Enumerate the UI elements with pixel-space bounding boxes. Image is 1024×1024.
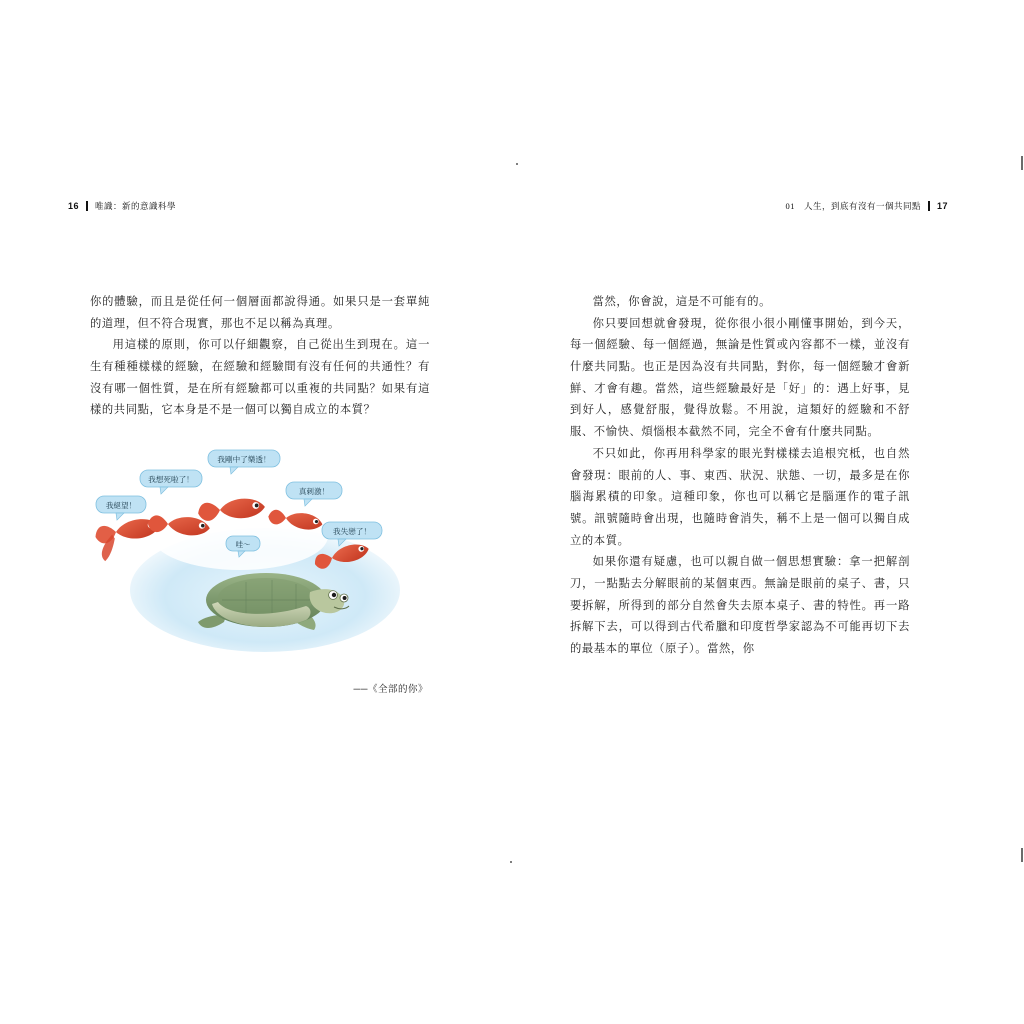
paragraph: 如果你還有疑慮，也可以親自做一個思想實驗：拿一把解剖刀，一點點去分解眼前的某個東西。無論是眼前的桌子、書，只要拆解，所得到的部分自然會失去原本桌子、書的特性。再一路拆解下去，可以得到古代希臘和印度哲學家認為不可能再切下去的最基本的單位（原子）。當然，你 <box>570 556 910 655</box>
right-body-column <box>570 292 910 661</box>
svg-text:哇～: 哇～ <box>235 540 251 550</box>
left-running-head <box>68 200 468 222</box>
left-running-head-title: 唯識：新的意識科學 <box>95 201 177 211</box>
paragraph: 你的體驗，而且是從任何一個層面都說得通。如果只是一套單純的道理，但不符合現實，那也不足以稱為真理。 <box>90 296 430 330</box>
running-head-divider <box>86 201 88 211</box>
paragraph: 當然，你會說，這是不可能有的。 <box>592 296 772 308</box>
illustration-caption: ──《全部的你》 <box>353 685 428 696</box>
right-running-head-title: 01 人生，到底有沒有一個共同點 <box>785 201 921 211</box>
paragraph: 你只要回想就會發現，從你很小很小剛懂事開始，到今天，每一個經驗、每一個經過，無論是性質或內容都不一樣，並沒有什麼共同點。也正是因為沒有共同點，對你，每一個經驗才會新鮮、才會有趣。當然，這些經驗最好是「好」的：遇上好事，見到好人，感覺舒服，覺得放鬆。不用說，這類好的經驗和不舒服、不愉快、煩惱根本截然不同，完全不會有什麼共同點。 <box>570 317 910 439</box>
speech-bubble <box>140 470 202 494</box>
goldfish-and-turtle-illustration <box>90 440 430 670</box>
speech-bubble <box>96 496 146 520</box>
left-body-column <box>90 292 430 695</box>
left-page <box>68 200 468 820</box>
paragraph: 不只如此，你再用科學家的眼光對樣樣去追根究柢，也自然會發現：眼前的人、事、東西、狀況、狀態、一切，最多是在你腦海累積的印象。這種印象，你也可以稱它是腦運作的電子訊號。訊號隨時會出現，也隨時會消失，稱不上是一個可以獨自成立的本質。 <box>570 447 910 547</box>
speech-bubble <box>286 482 342 506</box>
right-running-head <box>548 200 948 222</box>
paragraph: 用這樣的原則，你可以仔細觀察，自己從出生到現在。這一生有種種樣樣的經驗，在經驗和經驗間有沒有任何的共通性？有沒有哪一個性質，是在所有經驗都可以重複的共同點？如果有這樣的共同點，它本身是不是一個可以獨自成立的本質？ <box>90 339 430 417</box>
svg-text:我絕望！: 我絕望！ <box>105 501 137 511</box>
running-head-divider <box>928 201 930 211</box>
speech-bubble <box>208 450 280 474</box>
illustration-block <box>90 440 430 695</box>
right-folio: 17 <box>936 201 948 211</box>
svg-text:我想死啦了！: 我想死啦了！ <box>148 475 194 485</box>
svg-text:真刺激！: 真刺激！ <box>298 487 330 497</box>
right-page <box>548 200 948 820</box>
svg-text:我失戀了！: 我失戀了！ <box>333 527 371 537</box>
left-folio: 16 <box>68 201 80 211</box>
svg-text:我剛中了樂透！: 我剛中了樂透！ <box>217 455 271 465</box>
